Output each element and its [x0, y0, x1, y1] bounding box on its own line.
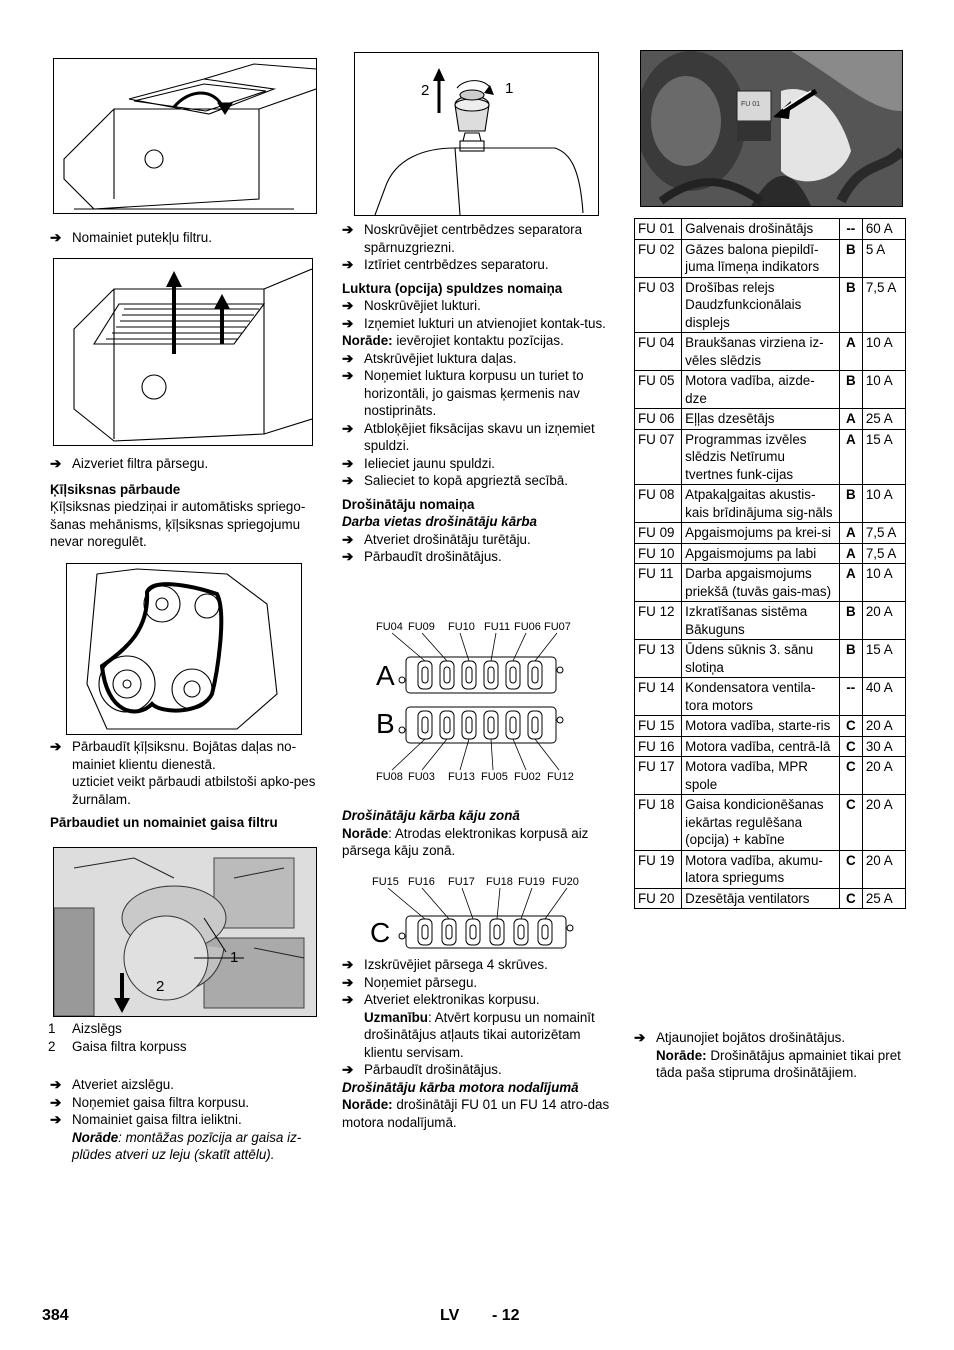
footwell-note: Norāde: Atrodas elektronikas korpusā aiz pārsega kāju zonā.	[342, 825, 589, 858]
step-close-filter-cover: ➔ Aizveriet filtra pārsegu.	[50, 456, 209, 471]
arrow-right-icon: ➔	[342, 257, 354, 272]
fuse-label: FU08	[376, 771, 403, 783]
legend-item: 2 Gaisa filtra korpuss	[48, 1038, 187, 1054]
lamp-note: Norāde: ievērojiet kontaktu pozīcijas.	[342, 333, 564, 348]
fuse-id: FU 04	[635, 333, 682, 371]
fuse-description: Izkratīšanas sistēma Bākuguns	[682, 602, 840, 640]
fuse-id: FU 08	[635, 485, 682, 523]
fuse-box: B	[839, 371, 862, 409]
fuse-row	[635, 564, 906, 602]
fuse-box: C	[839, 716, 862, 737]
step-unscrew-cover: ➔ Izskrūvējiet pārsega 4 skrūves.	[342, 957, 548, 972]
arrow-right-icon: ➔	[342, 455, 354, 471]
fuse-rating: 20 A	[862, 716, 905, 737]
arrow-right-icon: ➔	[342, 957, 354, 972]
fuse-box-ab-diagram	[362, 615, 592, 790]
step-lamp-b3: ➔ Atbloķējiet fiksācijas skavu un izņemiet spuldzi.	[342, 420, 595, 453]
fuse-row	[635, 850, 906, 888]
fuse-id: FU 13	[635, 640, 682, 678]
fuse-label: FU16	[408, 876, 435, 888]
fuse-row	[635, 277, 906, 333]
step-remove-lamp: ➔ Izņemiet lukturi un atvienojiet kontak-tus.	[342, 315, 606, 331]
row-label-c: C	[370, 917, 391, 948]
fuse-label: FU11	[484, 621, 511, 633]
fuse-box: B	[839, 485, 862, 523]
fuse-description: Gāzes balona piepildī-juma līmeņa indikators	[682, 239, 840, 277]
fuse-rating: 10 A	[862, 485, 905, 523]
fuse-description: Apgaismojums pa labi	[682, 543, 840, 564]
fuse-description: Motora vadība, centrā-lā	[682, 736, 840, 757]
arrow-right-icon: ➔	[50, 230, 62, 245]
fuse-label: FU02	[514, 771, 541, 783]
sub-page-number: - 12	[492, 1307, 520, 1324]
fuse-description: Motora vadība, aizde-dze	[682, 371, 840, 409]
fuse-label: FU19	[518, 876, 545, 888]
arrow-right-icon: ➔	[342, 549, 354, 564]
fuse-row	[635, 485, 906, 523]
fuse-description: Braukšanas virziena iz-vēles slēdzis	[682, 333, 840, 371]
fuse-box: C	[839, 757, 862, 795]
fuse-box: A	[839, 429, 862, 485]
fuse-box: A	[839, 333, 862, 371]
belt-step-note: uzticiet veikt pārbaudi atbilstoši apko-pes žurnālam.	[72, 774, 316, 807]
fuse-label: FU12	[547, 771, 574, 783]
arrow-right-icon: ➔	[342, 222, 354, 237]
fuse-row	[635, 888, 906, 909]
step-remove-cover: ➔ Noņemiet pārsegu.	[342, 974, 478, 990]
fuse-rating: 7,5 A	[862, 277, 905, 333]
fuse-subheading-engine: Drošinātāju kārba motora nodalījumā	[342, 1079, 579, 1095]
fuse-id: FU 12	[635, 602, 682, 640]
step-lamp-b1: ➔ Atskrūvējiet luktura daļas.	[342, 350, 517, 366]
photo-fuse-label: FU 01	[741, 101, 761, 108]
fuse-heading: Drošinātāju nomaiņa	[342, 496, 475, 512]
step-lamp-b5: ➔ Salieciet to kopā apgrieztā secībā.	[342, 473, 568, 488]
final-steps	[634, 1029, 914, 1082]
fuse-id: FU 11	[635, 564, 682, 602]
fuse-id: FU 01	[635, 219, 682, 240]
fuse-description: Dzesētāja ventilators	[682, 888, 840, 909]
belt-text: Ķīļsiksnas piedziņai ir automātisks spriego-šanas mehānisms, ķīļsiksnas spriegojumu nevar noregulēt.	[50, 499, 306, 549]
arrow-right-icon: ➔	[50, 1094, 62, 1110]
fuse-description: Drošības relejs Daudzfunkcionālais displejs	[682, 277, 840, 333]
fuse-label: FU18	[486, 876, 513, 888]
fuse-box: A	[839, 543, 862, 564]
arrow-right-icon: ➔	[342, 1062, 354, 1077]
arrow-right-icon: ➔	[342, 298, 354, 313]
fuse-id: FU 16	[635, 736, 682, 757]
fuse-id: FU 18	[635, 795, 682, 851]
arrow-right-icon: ➔	[342, 368, 354, 383]
step-lamp-b2: ➔ Noņemiet luktura korpusu un turiet to horizontāli, jo gaismas ķermenis nav nostiprināts.	[342, 368, 584, 418]
fuse-id: FU 06	[635, 409, 682, 430]
fuse-rating: 25 A	[862, 409, 905, 430]
fuse-description: Galvenais drošinātājs	[682, 219, 840, 240]
fuse-id: FU 15	[635, 716, 682, 737]
fuse-rating: 15 A	[862, 429, 905, 485]
figure-label-2: 2	[421, 82, 430, 99]
fuse-description: Motora vadība, starte-ris	[682, 716, 840, 737]
v-belt-figure	[66, 563, 302, 735]
fuse-id: FU 05	[635, 371, 682, 409]
step-open-electronics: ➔ Atveriet elektronikas korpusu.	[342, 992, 540, 1007]
fuse-row	[635, 409, 906, 430]
fuse-row	[635, 757, 906, 795]
fuse-row	[635, 640, 906, 678]
arrow-right-icon: ➔	[342, 473, 354, 488]
figure-label-1: 1	[505, 80, 514, 97]
fuse-description: Ūdens sūknis 3. sānu slotiņa	[682, 640, 840, 678]
fuse-label: FU06	[514, 621, 541, 633]
fuse-rating: 7,5 A	[862, 543, 905, 564]
fuse-box: B	[839, 640, 862, 678]
fuse-box: A	[839, 409, 862, 430]
fuse-rating: 20 A	[862, 795, 905, 851]
fuse-row	[635, 543, 906, 564]
row-label-b: B	[376, 708, 395, 739]
fuse-row	[635, 371, 906, 409]
language-code: LV	[440, 1307, 460, 1324]
step-restore-fuses: ➔ Atjaunojiet bojātos drošinātājus.	[634, 1030, 846, 1045]
fuse-label: FU13	[448, 771, 475, 783]
fuse-label: FU10	[448, 621, 475, 633]
fuse-box: B	[839, 239, 862, 277]
fuse-description: Apgaismojums pa krei-si	[682, 523, 840, 544]
fuse-rating: 10 A	[862, 371, 905, 409]
fuse-rating: 30 A	[862, 736, 905, 757]
fuse-rating: 40 A	[862, 678, 905, 716]
fuse-rating: 20 A	[862, 850, 905, 888]
fuse-description: Motora vadība, akumu-latora spriegums	[682, 850, 840, 888]
fuse-id: FU 20	[635, 888, 682, 909]
fuse-rating: 10 A	[862, 333, 905, 371]
fuse-label: FU07	[544, 621, 571, 633]
belt-heading: Ķīļsiksnas pārbaude	[50, 481, 181, 497]
arrow-right-icon: ➔	[634, 1030, 646, 1045]
fuse-rating: 15 A	[862, 640, 905, 678]
dust-filter-figure	[53, 58, 317, 214]
fuse-box: --	[839, 678, 862, 716]
fuse-label: FU15	[372, 876, 399, 888]
arrow-right-icon: ➔	[342, 420, 354, 436]
row-label-a: A	[376, 660, 395, 691]
fuse-row	[635, 736, 906, 757]
fuse-label: FU03	[408, 771, 435, 783]
arrow-right-icon: ➔	[342, 992, 354, 1007]
arrow-right-icon: ➔	[50, 1077, 62, 1092]
fuse-rating: 20 A	[862, 757, 905, 795]
fuse-id: FU 14	[635, 678, 682, 716]
fuse-row	[635, 523, 906, 544]
arrow-right-icon: ➔	[50, 1112, 62, 1127]
fuse-id: FU 17	[635, 757, 682, 795]
fuse-row	[635, 602, 906, 640]
page-number: 384	[42, 1307, 69, 1324]
fuse-box: C	[839, 736, 862, 757]
fuse-row	[635, 333, 906, 371]
fuse-description: Programmas izvēles slēdzis Netīrumu tvertnes funk-cijas	[682, 429, 840, 485]
fuse-rating: 5 A	[862, 239, 905, 277]
step-unscrew-nut: ➔ Noskrūvējiet centrbēdzes separatora spārnuzgriezni.	[342, 222, 583, 255]
fuse-description: Atpakaļgaitas akustis-kais brīdinājuma sig-nāls	[682, 485, 840, 523]
fuse-label: FU05	[481, 771, 508, 783]
fuse-row	[635, 795, 906, 851]
fuse-rating: 60 A	[862, 219, 905, 240]
fuse-description: Darba apgaismojums priekšā (tuvās gais-mas)	[682, 564, 840, 602]
fuse-label: FU17	[448, 876, 475, 888]
fuse-label: FU09	[408, 621, 435, 633]
fuse-description: Eļļas dzesētājs	[682, 409, 840, 430]
fuse-box: A	[839, 523, 862, 544]
arrow-right-icon: ➔	[342, 350, 354, 366]
fuse-subheading-workplace: Darba vietas drošinātāju kārba	[342, 514, 537, 529]
fuse-id: FU 03	[635, 277, 682, 333]
fuse-rating: 25 A	[862, 888, 905, 909]
fuse-subheading-footwell: Drošinātāju kārba kāju zonā	[342, 808, 520, 823]
fuse-row	[635, 678, 906, 716]
filter-cover-figure	[53, 258, 313, 446]
fuse-box: B	[839, 602, 862, 640]
fuse-rating: 20 A	[862, 602, 905, 640]
step-check-fuses: ➔ Pārbaudīt drošinātājus.	[342, 549, 502, 564]
fuse-row	[635, 219, 906, 240]
caution-note: Uzmanību: Atvērt korpusu un nomainīt drošinātājus atļauts tikai autorizētam klientu servisam.	[364, 1009, 595, 1060]
centrifugal-separator-figure	[354, 52, 599, 216]
fuse-row	[635, 716, 906, 737]
arrow-right-icon: ➔	[342, 315, 354, 331]
fuse-box: A	[839, 564, 862, 602]
figure-label-1: 1	[230, 949, 239, 966]
fuse-id: FU 07	[635, 429, 682, 485]
arrow-right-icon: ➔	[50, 456, 62, 471]
step-replace-dust-filter: ➔ Nomainiet putekļu filtru.	[50, 230, 212, 245]
fuse-id: FU 02	[635, 239, 682, 277]
fuse-box: B	[839, 277, 862, 333]
step-open-latch: ➔ Atveriet aizslēgu.	[50, 1077, 174, 1092]
step-clean-separator: ➔ Iztīriet centrbēdzes separatoru.	[342, 257, 549, 272]
step-check-fuses-2: ➔ Pārbaudīt drošinātājus.	[342, 1062, 502, 1077]
fuse-rating: 10 A	[862, 564, 905, 602]
engine-fuse-photo	[640, 50, 903, 207]
step-open-fuse-holder: ➔ Atveriet drošinātāju turētāju.	[342, 531, 531, 547]
fuse-description: Gaisa kondicionēšanas iekārtas regulēšana (opcija) + kabīne	[682, 795, 840, 851]
fuse-box: C	[839, 888, 862, 909]
fuse-id: FU 09	[635, 523, 682, 544]
fuse-id: FU 19	[635, 850, 682, 888]
figure-label-2: 2	[156, 978, 165, 995]
step-replace-insert: ➔ Nomainiet gaisa filtra ieliktni.	[50, 1112, 242, 1127]
fuse-box: C	[839, 850, 862, 888]
fuse-id: FU 10	[635, 543, 682, 564]
air-filter-figure	[53, 847, 317, 1017]
fuse-box-c-diagram	[362, 870, 592, 952]
legend-item: 1 Aizslēgs	[48, 1021, 122, 1036]
fuse-label: FU04	[376, 621, 403, 633]
fuse-box: --	[839, 219, 862, 240]
fuse-label: FU20	[552, 876, 579, 888]
fuse-description: Motora vadība, MPR spole	[682, 757, 840, 795]
fuse-row	[635, 239, 906, 277]
step-lamp-b4: ➔ Ielieciet jaunu spuldzi.	[342, 455, 496, 471]
lamp-heading: Luktura (opcija) spuldzes nomaiņa	[342, 280, 563, 296]
arrow-right-icon: ➔	[50, 739, 62, 754]
fuse-rating: 7,5 A	[862, 523, 905, 544]
fuse-box: C	[839, 795, 862, 851]
step-unscrew-lamp: ➔ Noskrūvējiet lukturi.	[342, 298, 481, 313]
fuse-row	[635, 429, 906, 485]
arrow-right-icon: ➔	[342, 531, 354, 547]
arrow-right-icon: ➔	[342, 974, 354, 990]
fuse-table	[634, 218, 906, 909]
fuse-description: Kondensatora ventila-tora motors	[682, 678, 840, 716]
final-note: Norāde: Drošinātājus apmainiet tikai pret tāda paša stipruma drošinātājiem.	[656, 1047, 901, 1080]
step-check-belt: ➔ Pārbaudīt ķīļsiksnu. Bojātas daļas no-mainiet klientu dienestā.	[50, 739, 297, 772]
air-filter-heading: Pārbaudiet un nomainiet gaisa filtru	[50, 815, 278, 830]
engine-note: Norāde: drošinātāji FU 01 un FU 14 atro-das motora nodalījumā.	[342, 1097, 610, 1130]
step-remove-housing: ➔ Noņemiet gaisa filtra korpusu.	[50, 1094, 250, 1110]
air-note: Norāde: montāžas pozīcija ar gaisa iz-plūdes atveri uz leju (skatīt attēlu).	[72, 1129, 302, 1162]
